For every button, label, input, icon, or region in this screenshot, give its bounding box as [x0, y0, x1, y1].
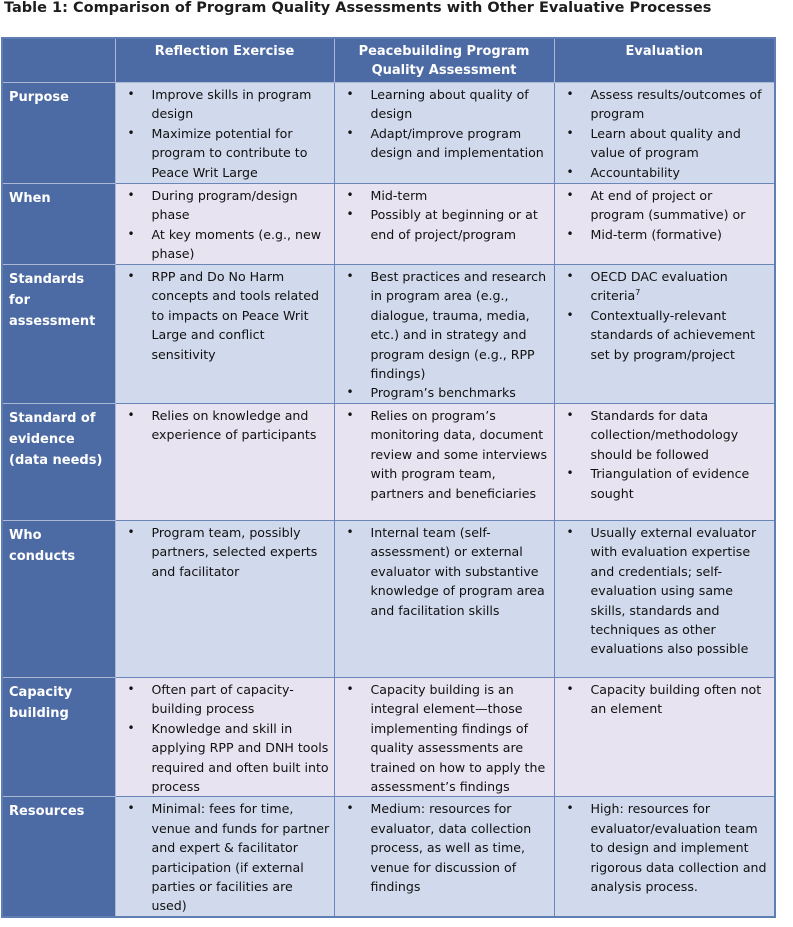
- bullet-item: [339, 680, 550, 796]
- row-label: Capacity building: [2, 678, 115, 797]
- bullet-text: Relies on program’s monitoring data, document review and some interviews with program team, partners and beneficiaries: [370, 408, 548, 501]
- bullet-text: Capacity building is an integral element—those implementing findings of quality assessments are trained on how to apply the assessment’s findings: [370, 682, 546, 795]
- bullet-item: [339, 383, 550, 402]
- table-cell: [554, 265, 775, 404]
- bullet-text: Improve skills in program design: [151, 87, 312, 122]
- table-cell: [554, 83, 775, 184]
- bullet-item: [120, 85, 330, 124]
- bullet-item: [339, 267, 550, 383]
- row-label: Standard of evidence (data needs): [2, 404, 115, 521]
- header-row: [2, 38, 775, 83]
- bullet-list: [339, 680, 550, 796]
- bullet-item: [120, 225, 330, 264]
- bullet-item: [559, 124, 771, 163]
- table-cell: [115, 404, 334, 521]
- bullet-text: Learn about quality and value of program: [590, 125, 741, 161]
- bullet-text: Standards for data collection/methodology should be followed: [590, 408, 739, 462]
- table-cell: [554, 404, 775, 521]
- table-row: [2, 404, 775, 521]
- footnote-marker: 7: [635, 288, 641, 298]
- bullet-text: During program/design phase: [151, 188, 298, 223]
- bullet-list: [339, 523, 550, 620]
- bullet-list: [120, 186, 330, 264]
- bullet-list: [559, 799, 771, 896]
- table-cell: [554, 797, 775, 917]
- bullet-list: [120, 523, 330, 581]
- bullet-list: [559, 523, 771, 659]
- bullet-list: [559, 680, 771, 719]
- bullet-item: [120, 186, 330, 225]
- table-row: [2, 678, 775, 797]
- bullet-text: High: resources for evaluator/evaluation team to design and implement rigorous data collection and analysis process.: [590, 801, 767, 895]
- bullet-item: [339, 523, 550, 620]
- bullet-text: Relies on knowledge and experience of participants: [151, 408, 317, 443]
- bullet-list: [339, 267, 550, 403]
- bullet-list: [559, 85, 771, 182]
- bullet-list: [339, 799, 550, 896]
- bullet-text: Capacity building often not an element: [590, 682, 762, 717]
- comparison-table: [1, 37, 776, 918]
- bullet-text: At end of project or program (summative) or: [590, 188, 746, 223]
- header-quality-assessment: Peacebuilding Program Quality Assessment: [334, 38, 554, 83]
- bullet-item: [120, 523, 330, 581]
- table-cell: [554, 678, 775, 797]
- bullet-text: Adapt/improve program design and implementation: [370, 125, 544, 161]
- table-cell: [115, 265, 334, 404]
- bullet-text: Contextually-relevant standards of achievement set by program/project: [590, 307, 756, 362]
- table-row: [2, 797, 775, 917]
- bullet-list: [339, 406, 550, 503]
- bullet-item: [339, 205, 550, 244]
- bullet-text: Knowledge and skill in applying RPP and DNH tools required and often built into process: [151, 720, 329, 795]
- table-cell: [334, 184, 554, 265]
- bullet-item: [120, 799, 330, 915]
- bullet-text: Possibly at beginning or at end of project/program: [370, 207, 538, 242]
- bullet-item: [339, 186, 550, 205]
- table-cell: [334, 797, 554, 917]
- bullet-text: Mid-term (formative): [590, 226, 722, 242]
- table-title: Table 1: Comparison of Program Quality Assessments with Other Evaluative Processes: [4, 0, 712, 16]
- table-cell: [334, 83, 554, 184]
- bullet-item: [559, 306, 771, 364]
- bullet-item: [339, 799, 550, 896]
- bullet-text: OECD DAC evaluation criteria: [590, 269, 728, 304]
- bullet-text: Accountability: [590, 164, 680, 180]
- bullet-text: Best practices and research in program area (e.g., dialogue, trauma, media, etc.) and in strategy and program design (e.g., RPP findings): [370, 269, 547, 382]
- header-corner: [2, 38, 115, 83]
- bullet-item: [120, 680, 330, 719]
- bullet-item: [120, 406, 330, 445]
- bullet-item: [120, 267, 330, 364]
- bullet-list: [120, 680, 330, 796]
- row-label: Resources: [2, 797, 115, 917]
- table-cell: [115, 521, 334, 678]
- bullet-item: [559, 523, 771, 659]
- bullet-text: Medium: resources for evaluator, data collection process, as well as time, venue for discussion of findings: [370, 801, 532, 895]
- bullet-list: [559, 267, 771, 364]
- table-cell: [554, 184, 775, 265]
- bullet-list: [339, 186, 550, 244]
- bullet-text: Internal team (self-assessment) or external evaluator with substantive knowledge of program area and facilitation skills: [370, 525, 545, 618]
- bullet-text: Often part of capacity-building process: [151, 682, 294, 717]
- bullet-text: Learning about quality of design: [370, 87, 529, 122]
- bullet-text: Mid-term: [370, 188, 428, 203]
- bullet-list: [120, 799, 330, 915]
- bullet-item: [339, 406, 550, 503]
- bullet-text: Program team, possibly partners, selected experts and facilitator: [151, 525, 318, 579]
- bullet-item: [120, 124, 330, 182]
- table-row: [2, 184, 775, 265]
- bullet-item: [559, 267, 771, 306]
- table-cell: [115, 83, 334, 184]
- table-cell: [334, 404, 554, 521]
- bullet-list: [559, 406, 771, 503]
- table-cell: [115, 678, 334, 797]
- bullet-text: RPP and Do No Harm concepts and tools related to impacts on Peace Writ Large and conflict sensitivity: [151, 269, 319, 362]
- bullet-text: Triangulation of evidence sought: [590, 466, 750, 501]
- header-reflection-exercise: Reflection Exercise: [115, 38, 334, 83]
- table-cell: [334, 521, 554, 678]
- bullet-item: [339, 124, 550, 163]
- bullet-item: [559, 186, 771, 225]
- bullet-item: [559, 406, 771, 464]
- bullet-item: [559, 680, 771, 719]
- bullet-item: [559, 225, 771, 244]
- row-label: Purpose: [2, 83, 115, 184]
- bullet-list: [559, 186, 771, 244]
- bullet-text: Maximize potential for program to contribute to Peace Writ Large: [151, 125, 308, 180]
- bullet-text: Assess results/outcomes of program: [590, 87, 762, 122]
- table-row: [2, 265, 775, 404]
- table-cell: [334, 678, 554, 797]
- bullet-text: Program’s benchmarks: [370, 385, 516, 401]
- row-label: Who conducts: [2, 521, 115, 678]
- row-label: Standards for assessment: [2, 265, 115, 404]
- bullet-text: Usually external evaluator with evaluation expertise and credentials; self-evaluation using same skills, standards and techniques as other evaluations also possible: [590, 525, 757, 657]
- table-row: [2, 83, 775, 184]
- table-cell: [115, 184, 334, 265]
- table-cell: [115, 797, 334, 917]
- bullet-item: [559, 85, 771, 124]
- bullet-text: At key moments (e.g., new phase): [151, 226, 322, 262]
- table-row: [2, 521, 775, 678]
- bullet-item: [120, 719, 330, 797]
- bullet-item: [559, 163, 771, 182]
- row-label: When: [2, 184, 115, 265]
- bullet-list: [120, 406, 330, 445]
- bullet-item: [559, 464, 771, 503]
- header-evaluation: Evaluation: [554, 38, 775, 83]
- table-cell: [334, 265, 554, 404]
- table-cell: [554, 521, 775, 678]
- bullet-list: [339, 85, 550, 163]
- bullet-list: [120, 85, 330, 182]
- bullet-item: [339, 85, 550, 124]
- bullet-list: [120, 267, 330, 364]
- bullet-text: Minimal: fees for time, venue and funds for partner and expert & facilitator participation (if external parties or facilities are used): [151, 801, 330, 914]
- bullet-item: [559, 799, 771, 896]
